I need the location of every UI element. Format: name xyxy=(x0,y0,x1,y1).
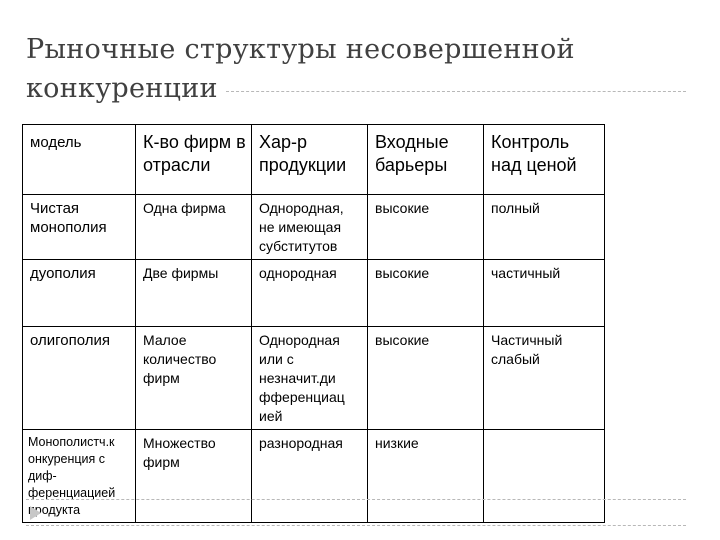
table-cell: Малое количество фирм xyxy=(136,327,252,430)
table-cell: частичный xyxy=(484,260,605,327)
table-cell: Однородная, не имеющая субститутов xyxy=(252,195,368,260)
table-cell: Две фирмы xyxy=(136,260,252,327)
table-cell: полный xyxy=(484,195,605,260)
bottom-divider xyxy=(26,499,686,500)
table-cell: высокие xyxy=(368,195,484,260)
table-row xyxy=(23,260,605,327)
table-cell: однородная xyxy=(252,260,368,327)
title-line-2: конкуренции xyxy=(26,73,218,104)
header-cell-firm-count: К-во фирм в отрасли xyxy=(136,125,252,195)
table-cell xyxy=(484,430,605,523)
table-row xyxy=(23,327,605,430)
table-cell: Частичный слабый xyxy=(484,327,605,430)
table-cell: Одна фирма xyxy=(136,195,252,260)
table-cell: Однородная или с незначит.ди фференциац ией xyxy=(252,327,368,430)
table-cell: Чистая монополия xyxy=(23,195,136,260)
table-cell: Множество фирм xyxy=(136,430,252,523)
market-structures-table xyxy=(22,124,605,523)
table-cell: Монополистч.к онкуренция с диф-ференциацией продукта xyxy=(23,430,136,523)
table-header-row xyxy=(23,125,605,195)
table-row xyxy=(23,195,605,260)
header-cell-entry-barriers: Входные барьеры xyxy=(368,125,484,195)
header-cell-price-control: Контроль над ценой xyxy=(484,125,605,195)
table-cell: дуополия xyxy=(23,260,136,327)
header-cell-product-type: Хар-р продукции xyxy=(252,125,368,195)
table-cell: олигополия xyxy=(23,327,136,430)
table-cell: высокие xyxy=(368,260,484,327)
bottom-divider xyxy=(26,525,686,526)
table-cell: высокие xyxy=(368,327,484,430)
header-cell-model: модель xyxy=(23,125,136,195)
table-cell: разнородная xyxy=(252,430,368,523)
table-cell: низкие xyxy=(368,430,484,523)
title-line-1: Рыночные структуры несовершенной xyxy=(26,34,575,65)
triangle-arrow-icon xyxy=(30,506,41,520)
table-row xyxy=(23,430,605,523)
title-divider xyxy=(226,91,686,92)
slide-title xyxy=(26,30,646,108)
